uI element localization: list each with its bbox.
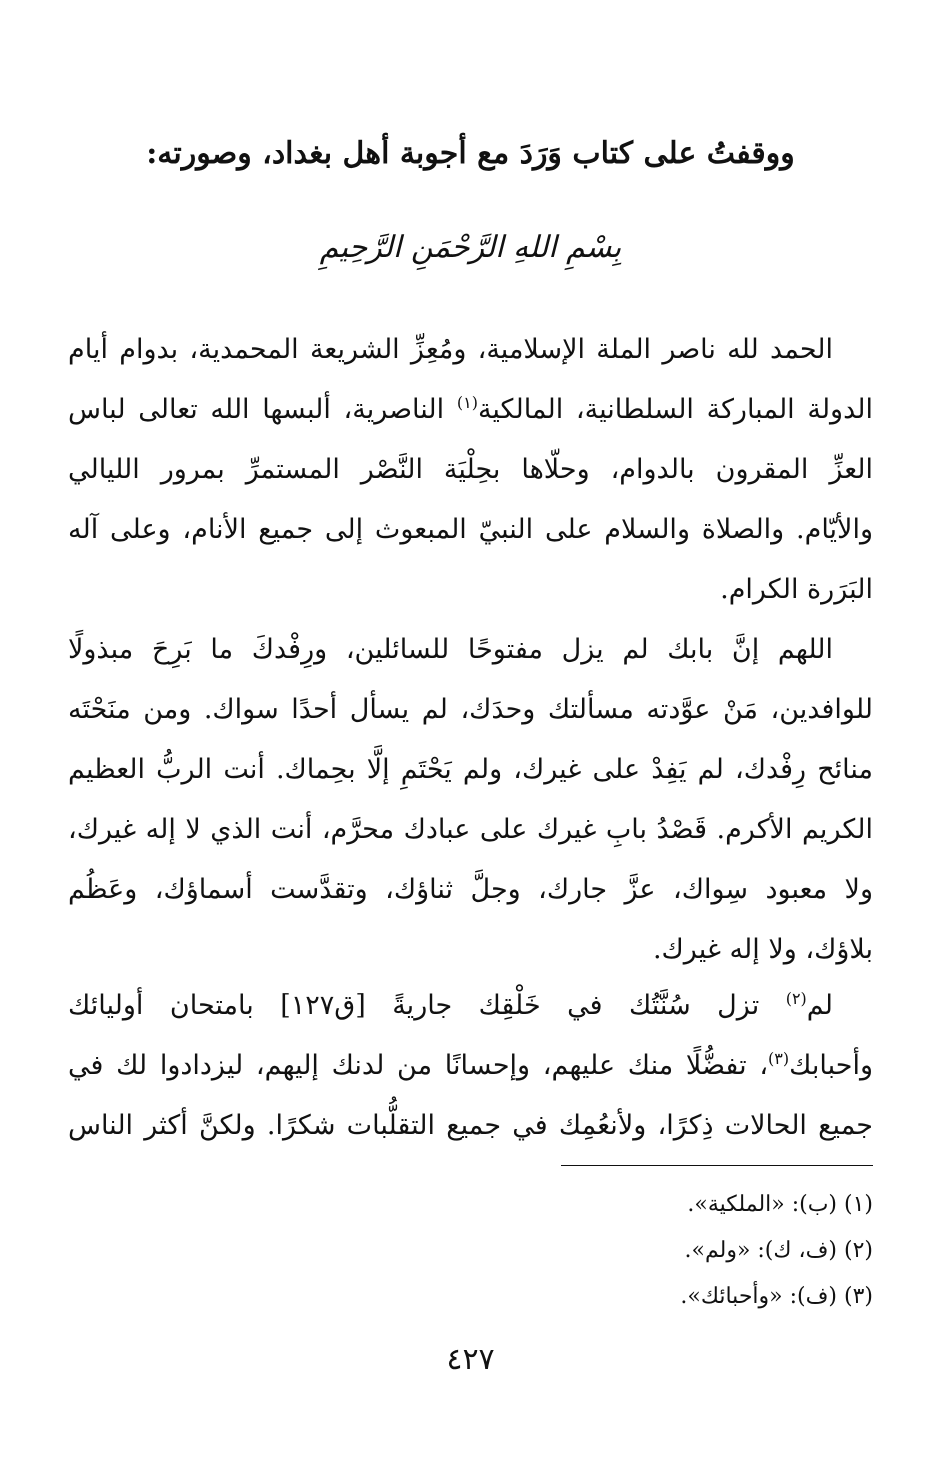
text-line: بلاؤك، ولا إله غيرك.: [652, 934, 873, 965]
footnote-marker: (٣): [768, 1049, 790, 1068]
text-segment: تزل سُنَّتُك في خَلْقِك جاريةً [ق١٢٧] بامتحان أوليائك: [68, 990, 786, 1021]
text-line: ولا معبود سِواك، عزَّ جارك، وجلَّ ثناؤك، وتقدَّست أسماؤك، وعَظُم: [68, 874, 873, 905]
text-line: البَرَرة الكرام.: [720, 574, 873, 605]
text-line: منائح رِفْدك، لم يَفِدْ على غيرك، ولم يَحْتَمِ إلَّا بحِماك. أنت الربُّ العظيم: [68, 754, 873, 785]
text-segment: ، تفضُّلًا منك عليهم، وإحسانًا من لدنك إليهم، ليزدادوا لك في: [68, 1050, 769, 1081]
page-number: ٤٢٧: [446, 1342, 495, 1377]
basmala-calligraphy: بِسْمِ اللهِ الرَّحْمَنِ الرَّحِيمِ: [319, 230, 622, 265]
footnote-marker: (٢): [785, 989, 807, 1008]
text-line: الكريم الأكرم. قَصْدُ بابِ غيرك على عبادك محرَّم، أنت الذي لا إله غيرك،: [68, 814, 873, 845]
text-line: للوافدين، مَنْ عوَّدته مسألتك وحدَك، لم يسأل أحدًا سواك. ومن منَحْتَه: [68, 694, 873, 725]
text-line: اللهم إنَّ بابك لم يزل مفتوحًا للسائلين، ورِفْدكَ ما بَرِحَ مبذولًا: [68, 634, 833, 665]
paragraph-2: [68, 620, 873, 980]
footnote-marker: (١): [456, 393, 478, 412]
footnote: (٢) (ف، ك): «ولم».: [684, 1238, 873, 1263]
text-line: [68, 976, 873, 1036]
footnote: (٣) (ف): «وأحبائك».: [680, 1284, 873, 1309]
text-segment: الدولة المباركة السلطانية، المالكية: [477, 394, 873, 425]
paragraph-3: [68, 976, 873, 1156]
text-line: والأيّام. والصلاة والسلام على النبيّ المبعوث إلى جميع الأنام، وعلى آله: [68, 514, 873, 545]
text-segment: الناصرية، ألبسها الله تعالى لباس: [68, 394, 457, 425]
paragraph-1: [68, 320, 873, 620]
section-heading: ووقفتُ على كتاب وَرَدَ مع أجوبة أهل بغداد، وصورته:: [146, 136, 795, 171]
text-segment: وأحبابك: [789, 1050, 873, 1081]
text-line: [68, 380, 873, 440]
text-line: العزِّ المقرون بالدوام، وحلّاها بحِلْيَة النَّصْر المستمرِّ بمرور الليالي: [68, 454, 873, 485]
footnote-separator: [561, 1165, 873, 1166]
footnote: (١) (ب): «الملكية».: [687, 1192, 873, 1217]
text-line: جميع الحالات ذِكرًا، ولأنعُمِك في جميع التقلُّبات شكرًا. ولكنَّ أكثر الناس: [68, 1110, 873, 1141]
text-line: [68, 1036, 873, 1096]
text-line: الحمد لله ناصر الملة الإسلامية، ومُعِزِّ الشريعة المحمدية، بدوام أيام: [68, 334, 833, 365]
footnotes: [300, 1182, 873, 1320]
text-segment: لم: [806, 990, 833, 1021]
